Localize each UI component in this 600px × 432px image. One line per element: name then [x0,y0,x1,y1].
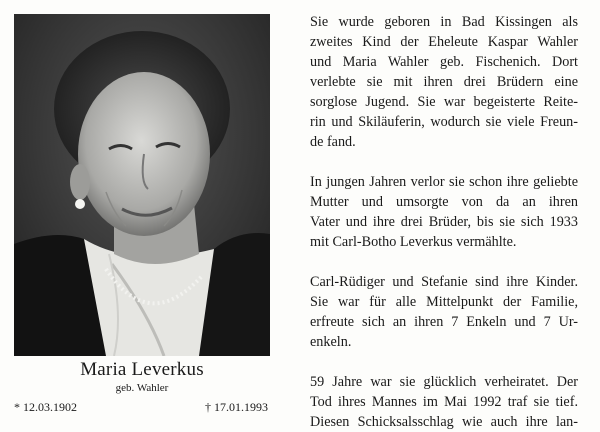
biography-text [310,12,578,432]
birth-date: * 12.03.1902 [14,400,77,414]
text-line: Tod ihres Mannes im Mai 1992 traf sie tief. [310,394,578,410]
text-line: verlebte sie mit ihren drei Brüdern eine [310,74,578,90]
text-line: 59 Jahre war sie glücklich verheiratet. Der [310,374,578,390]
text-line: und Maria Wahler geb. Fischenich. Dort [310,54,578,70]
text-line: Diesen Schicksalsschlag wie auch ihre lan- [310,414,578,430]
biography-paragraph [310,12,578,152]
text-line: Carl-Rüdiger und Stefanie sind ihre Kinder. [310,274,578,290]
biography-paragraph [310,172,578,252]
deceased-name: Maria Leverkus [80,359,204,380]
text-line: de fand. [310,134,356,150]
text-line: enkeln. [310,334,352,350]
maiden-name: geb. Wahler [115,382,169,394]
text-line: Vater und ihre drei Brüder, bis sie sich 1933 [310,214,578,230]
text-line: rin und Skiläuferin, wodurch sie viele Freun- [310,114,578,130]
text-line: Mutter und umsorgte von da an ihren [310,194,578,210]
text-line: Sie war für alle Mittelpunkt der Familie, [310,294,578,310]
portrait-photo [14,14,270,356]
text-line: mit Carl-Botho Leverkus vermählte. [310,234,517,250]
biography-paragraph [310,272,578,352]
text-line: Sie wurde geboren in Bad Kissingen als [310,14,578,30]
text-line: erfreute sich an ihren 7 Enkeln und 7 Ur- [310,314,578,330]
biography-paragraph [310,372,578,432]
text-line: zweites Kind der Eheleute Kaspar Wahler [310,34,578,50]
death-date: † 17.01.1993 [205,400,268,414]
text-line: In jungen Jahren verlor sie schon ihre geliebte [310,174,578,190]
text-line: sorglose Jugend. Sie war begeisterte Reite- [310,94,578,110]
